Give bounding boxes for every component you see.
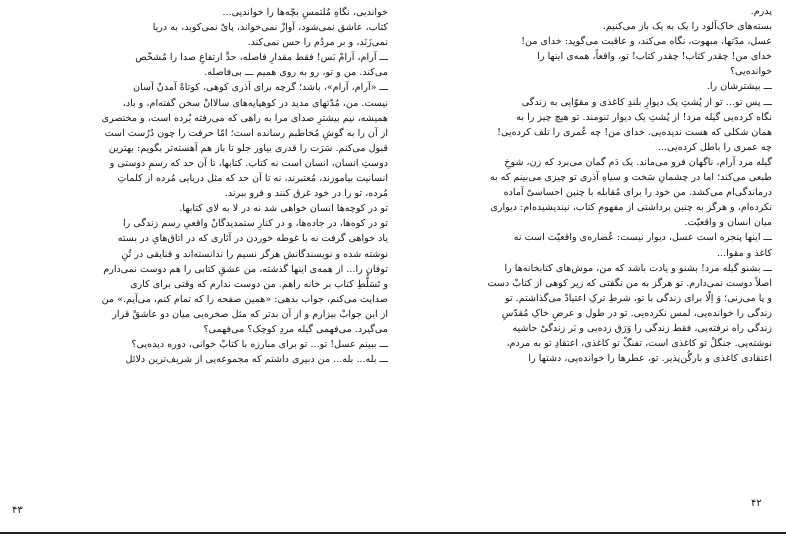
text-line: قبول می‌کنم. سَرَت را قدری بیاور جلو تا باز هم آهسته‌تر بگویم: بهترین [108,142,388,154]
text-line: صدایت می‌کنم، جواب بدهی: «همین صفحه را که تمام کنم، می‌آیم.» من [101,293,388,305]
right-page-text [417,4,772,366]
text-line: خدای من! چقدر کتاب! چقدر کتاب! تو، واقعاً، همه‌ی اینها را [537,51,772,63]
text-line: ـــ بله... بله... من دبیری داشتم که مجموعه‌یی از شریف‌ترین دلائل [125,354,388,366]
text-line: کاغذ و مقوا... [716,247,772,259]
bottom-rule [0,532,786,534]
text-line: درماندگی‌ام می‌کشد. من خود را برای مُقابله با چنین احساسیْ آماده [503,187,772,199]
text-line: میان انسان و واقعیّت. [684,217,772,229]
text-line: ـــ ببینم عسل! تو... تو برای مبارزه با کتابْ خوانی، دوره دیده‌یی؟ [131,339,388,351]
text-line: ـــ پس تو... تو از پُشتِ یک دیوارِ بلندِ کاغذی و مقوّایی به زندگی [521,96,772,108]
text-line: نوشته شده و نویسندگانش هرگز نسیم را ندانسته‌اند و قنایقی در تُنِ [121,248,388,260]
text-line: همان شکلی که هست ندیده‌یی. خدای من! چه عُمری را تلف کرده‌یی! [497,126,772,138]
right-page [393,0,786,543]
text-line: یاد خواهی گرفت نه با غوطه خوردن در آثاری که در اتاق‌هایِ در بسته [117,233,388,245]
text-line: نگاه کرده‌یی گیله مرد! از پُشتِ یک دیوار تنومند. تو هیچ چیز را به [516,111,772,123]
text-line: چه عمری را باطل کرده‌یی... [657,141,772,153]
text-line: توفان را... از همه‌ی اینها گذشته، من عشقِ کتابی را هم دوست نمی‌دارم [103,263,388,275]
text-line: و پا می‌زنی؛ وَ اِلّا برای زندگی با تو، شرطِ ترکِ اعتیادْ می‌گذاشتم. تو [504,292,772,304]
left-page-text [16,5,388,367]
text-line: اصلاً دوست نمی‌دارم. تو هرگز به من نگفتی که زیر کوهی از کتابْ دست [487,277,772,289]
text-line: از این جوابْ بیزارم و از آن بدتر که مثل صخره‌یی میان دو عاشقْ قرار [112,308,388,320]
text-line: زندگی را خوانده‌یی، لمس نکرده‌یی. تو در طول و عرضِ خاکِ مُقدّسِ [501,307,772,319]
text-line: تو در کوه‌ها، در جاده‌ها، و در کنارِ ستمدیدگانْ واقعیِ رسم زندگی را [123,218,388,230]
text-line: ـــ بشنو گیله مرد! بشنو و یادت باشد که من، موش‌های کتابخانه‌ها را [504,262,772,274]
text-line: ـــ بیشترشان را. [706,81,772,93]
text-line: خواندیی، نگاهِ مُلتمسِ بچّه‌ها را خواندیی... [222,7,388,18]
text-line: اعتقادی کاغذی و بارگُن‌پذیر. تو، عطرها را خوانده‌یی، دشتها را [528,353,772,365]
page-number: ۴۲ [751,498,762,509]
text-line: زندگی راه نرفته‌یی، فقط زندگی را وَرَق زده‌یی و بَر زندگیْ حاشیه [512,322,772,334]
text-line: نوشته‌یی. جنگلْ تو کاغذی است، تفنگْ تو کاغذی، اعتقادِ تو به مردم، [506,338,772,350]
text-line: از آن را به گوشِ مُخاطبم رسانده است؛ امّا حرفت را چون دُرُست است [104,127,388,139]
text-line: ـــ «آرام، آرام»، باشد؛ گرچه برای آذری کوهی، کوتاهْ آمدنْ آسان [133,82,388,94]
text-line: همیشه، نیم بیشترِ صدای مرا به راهی که می‌رفته بُرده است، و مختصری [101,112,388,124]
text-line: تو در کوچه‌ها انسان خواهی شد نه در لا به لای کتابها. [179,203,388,215]
text-line: طبعی می‌کند؛ اما در چشمانِ سَخت و سیاهِ آذری تو چیزی می‌بینم که به [489,172,772,184]
text-line: نیست. من، مُدّتهای مدید در کوهپایه‌های سالاانْ سخن گفته‌ام، و باد، [122,97,388,109]
text-line: انسانیت بیاموزند، مُعتبرند، نه تا آن حد که مثل دریایی مُرده از کلماتِ [117,173,388,185]
text-line: مُرده، تو را در خود غرق کنند و فرو ببرند. [224,188,388,200]
text-line: نمی‌زَنَد، و بر مردُم را حس نمی‌کند. [247,37,388,49]
text-line: گیله مرد آرام، ناگهان فرو می‌ماند. یک دَم گمان می‌برد که زن، شوخِ [504,156,772,168]
text-line: ـــ اینها پنجره است عسل، دیوار نیست: عُصاره‌ی واقعیّت است نه [513,232,772,244]
text-line: عسل، مدّتها، مبهوت، نگاه می‌کند، و عاقبت می‌گوید: خدای من! [521,36,772,48]
text-line: می‌کند. من و تو، رو به روی همیم ـــ بی‌فاصله. [204,67,388,79]
text-line: می‌گیرد. می‌فهمی گیله مردِ کوچک؟ می‌فهمی؟ [203,323,388,335]
text-line: پدرم. [750,6,772,17]
text-line: ـــ آرام، آرامْ بَس! فقط مقدارِ فاصله، حدِّ ارتفاعِ صدا را مُشخّص [135,52,388,64]
text-line: کتاب، عاشق نمی‌شود، آوازْ نمی‌خواند، پایْ نمی‌کوبد، به دریا [152,22,388,34]
text-line: بسته‌های خاک‌آلود را یک به یک باز می‌کنیم. [602,21,772,33]
text-line: خوانده‌یی؟ [729,66,772,78]
page-number: ۴۳ [12,505,23,516]
text-line: و تَسَلُّطِ کتاب بر خانه راهم. من دوست ندارم که وقتی برای کاری [130,278,388,290]
text-line: نکرده‌ام، و هرگز به چنین برداشتی از مفهومِ کتاب، نیندیشیده‌ام: دیواری [490,202,772,214]
text-line: دوستِ انسان، انسان است نه کتاب. کتابها، تا آن حد که رسمِ دوستی و [109,157,388,169]
